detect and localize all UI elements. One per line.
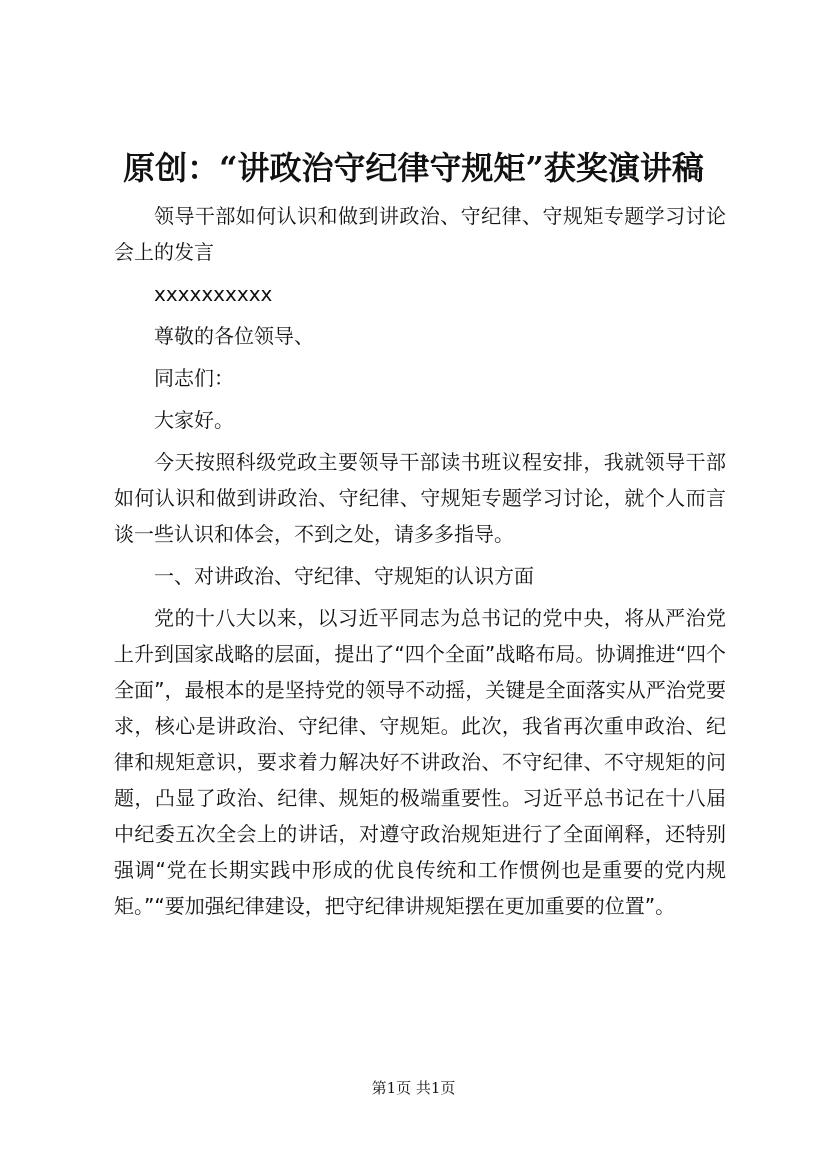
paragraph-section-1: 党的十八大以来，以习近平同志为总书记的党中央，将从严治党上升到国家战略的层面，提出了“四个全面”战略布局。协调推进“四个全面”，最根本的是坚持党的领导不动摇，关键是全面落实从严治党要求，核心是讲政治、守纪律、守规矩。此次，我省再次重申政治、纪律和规矩意识，要求着力解决好不讲政治、不守纪律、不守规矩的问题，凸显了政治、纪律、规矩的极端重要性。习近平总书记在十八届中纪委五次全会上的讲话，对遵守政治规矩进行了全面阐释，还特别强调“党在长期实践中形成的优良传统和工作惯例也是重要的党内规矩。”“要加强纪律建设，把守纪律讲规矩摆在更加重要的位置”。 bbox=[114, 606, 726, 918]
document-body bbox=[114, 198, 726, 924]
paragraph-author: xxxxxxxxxx bbox=[154, 282, 273, 306]
page-footer: 第1页 共1页 bbox=[371, 1079, 456, 1097]
paragraph-intro: 今天按照科级党政主要领导干部读书班议程安排，我就领导干部如何认识和做到讲政治、守纪律、守规矩专题学习讨论，就个人而言谈一些认识和体会，不到之处，请多多指导。 bbox=[114, 450, 726, 546]
paragraph-salutation-1: 尊敬的各位领导、 bbox=[154, 324, 314, 348]
document-title: 原创：“讲政治守纪律守规矩”获奖演讲稿 bbox=[123, 149, 704, 187]
paragraph-greeting: 大家好。 bbox=[154, 408, 234, 432]
paragraph-subtitle: 领导干部如何认识和做到讲政治、守纪律、守规矩专题学习讨论会上的发言 bbox=[114, 204, 726, 264]
paragraph-salutation-2: 同志们： bbox=[154, 366, 234, 390]
section-heading-1: 一、对讲政治、守纪律、守规矩的认识方面 bbox=[154, 564, 534, 588]
